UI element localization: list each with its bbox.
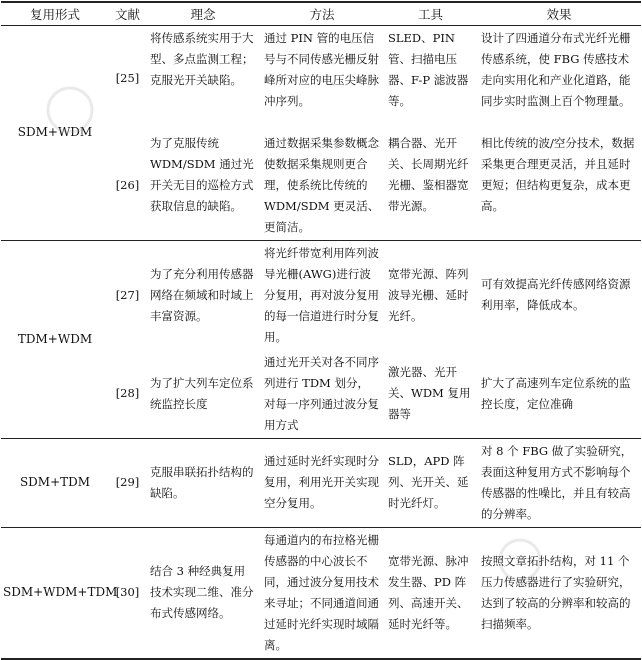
table-row xyxy=(1,26,641,131)
effect-cell: 对 8 个 FBG 做了实验研究，表面这种复用方式不影响每个传感器的性噪比，并且有较高的分辨率。 xyxy=(477,438,641,527)
method-cell: 通过数据采集参数概念使数据采集规则更合理，使系统比传统的 WDM/SDM 更灵活、更简洁。 xyxy=(260,131,384,241)
effect-cell: 按照文章拓扑结构，对 11 个压力传感器进行了实验研究，达到了较高的分辨率和较高的扫描频率。 xyxy=(477,527,641,659)
idea-cell: 克服串联拓扑结构的缺陷。 xyxy=(146,438,260,527)
header-row xyxy=(1,2,641,26)
header-ref: 文献 xyxy=(109,2,146,26)
effect-cell: 设计了四通道分布式光纤光栅传感系统，使 FBG 传感技术走向实用化和产业化道路，能同步实时监测上百个物理量。 xyxy=(481,31,631,108)
multiplexing-comparison-table xyxy=(1,1,641,660)
table-row xyxy=(1,240,641,350)
tools-cell: 宽带光源、脉冲发生器、PD 阵列、高速开关、延时光纤等。 xyxy=(384,527,477,659)
scheme-cell: TDM+WDM xyxy=(1,240,109,438)
header-scheme: 复用形式 xyxy=(1,2,109,26)
method-cell: 通过延时光纤实现时分复用，利用光开关实现空分复用。 xyxy=(260,438,384,527)
tools-cell: SLED、PIN 管、扫描电压器、F-P 滤波器等。 xyxy=(388,31,469,108)
idea-cell: 为了扩大列车定位系统监控长度 xyxy=(146,350,260,439)
effect-cell: 相比传统的波/空分技术，数据采集更合理更灵活，并且延时更短；但结构更复杂，成本更高。 xyxy=(477,131,641,241)
header-tools: 工具 xyxy=(384,2,477,26)
header-method: 方法 xyxy=(260,2,384,26)
idea-cell: 结合 3 种经典复用技术实现二维、准分布式传感网络。 xyxy=(146,527,260,659)
effect-cell: 可有效提高光纤传感网络资源利用率，降低成本。 xyxy=(481,277,631,312)
table-row xyxy=(1,527,641,659)
idea-cell: 为了克服传统 WDM/SDM 通过光开关无目的巡检方式获取信息的缺陷。 xyxy=(146,131,260,241)
tools-cell: 耦合器、光开关、长周期光纤光栅、鉴相器宽带光源。 xyxy=(384,131,477,241)
tools-cell: 激光器、光开关、WDM 复用器等 xyxy=(384,350,477,439)
scheme-cell: SDM+TDM xyxy=(1,438,109,527)
scheme-cell: SDM+WDM xyxy=(1,26,109,241)
idea-cell: 将传感系统实用于大型、多点监测工程；克服光开关缺陷。 xyxy=(150,31,254,87)
method-cell: 每通道内的布拉格光栅传感器的中心波长不同，通过波分复用技术来寻址；不同通道间通过延时光纤实现时域隔离。 xyxy=(260,527,384,659)
ref-cell: [28] xyxy=(109,350,146,439)
tools-cell: 宽带光源、阵列波导光栅、延时光纤。 xyxy=(388,266,469,323)
method-cell: 通过 PIN 管的电压信号与不同传感光栅反射峰所对应的电压尖峰脉冲序列。 xyxy=(264,31,379,108)
method-cell: 通过光开关对各不同序列进行 TDM 划分，对每一序列通过波分复用方式 xyxy=(260,350,384,439)
scheme-cell: SDM+WDM+TDM xyxy=(1,527,109,659)
table-row xyxy=(1,438,641,527)
ref-cell: [26] xyxy=(109,131,146,241)
ref-cell: [27] xyxy=(115,287,140,302)
effect-cell: 扩大了高速列车定位系统的监控长度，定位准确 xyxy=(477,350,641,439)
method-cell: 将光纤带宽利用阵列波导光栅(AWG)进行波分复用，再对波分复用的每一信道进行时分复用。 xyxy=(264,245,379,344)
header-effect: 效果 xyxy=(477,2,641,26)
ref-cell: [29] xyxy=(109,438,146,527)
ref-cell: [30] xyxy=(109,527,146,659)
header-idea: 理念 xyxy=(146,2,260,26)
tools-cell: SLD，APD 阵列、光开关、延时光纤灯。 xyxy=(384,438,477,527)
idea-cell: 为了充分利用传感器网络在频域和时域上丰富资源。 xyxy=(150,266,254,323)
ref-cell: [25] xyxy=(115,70,140,85)
